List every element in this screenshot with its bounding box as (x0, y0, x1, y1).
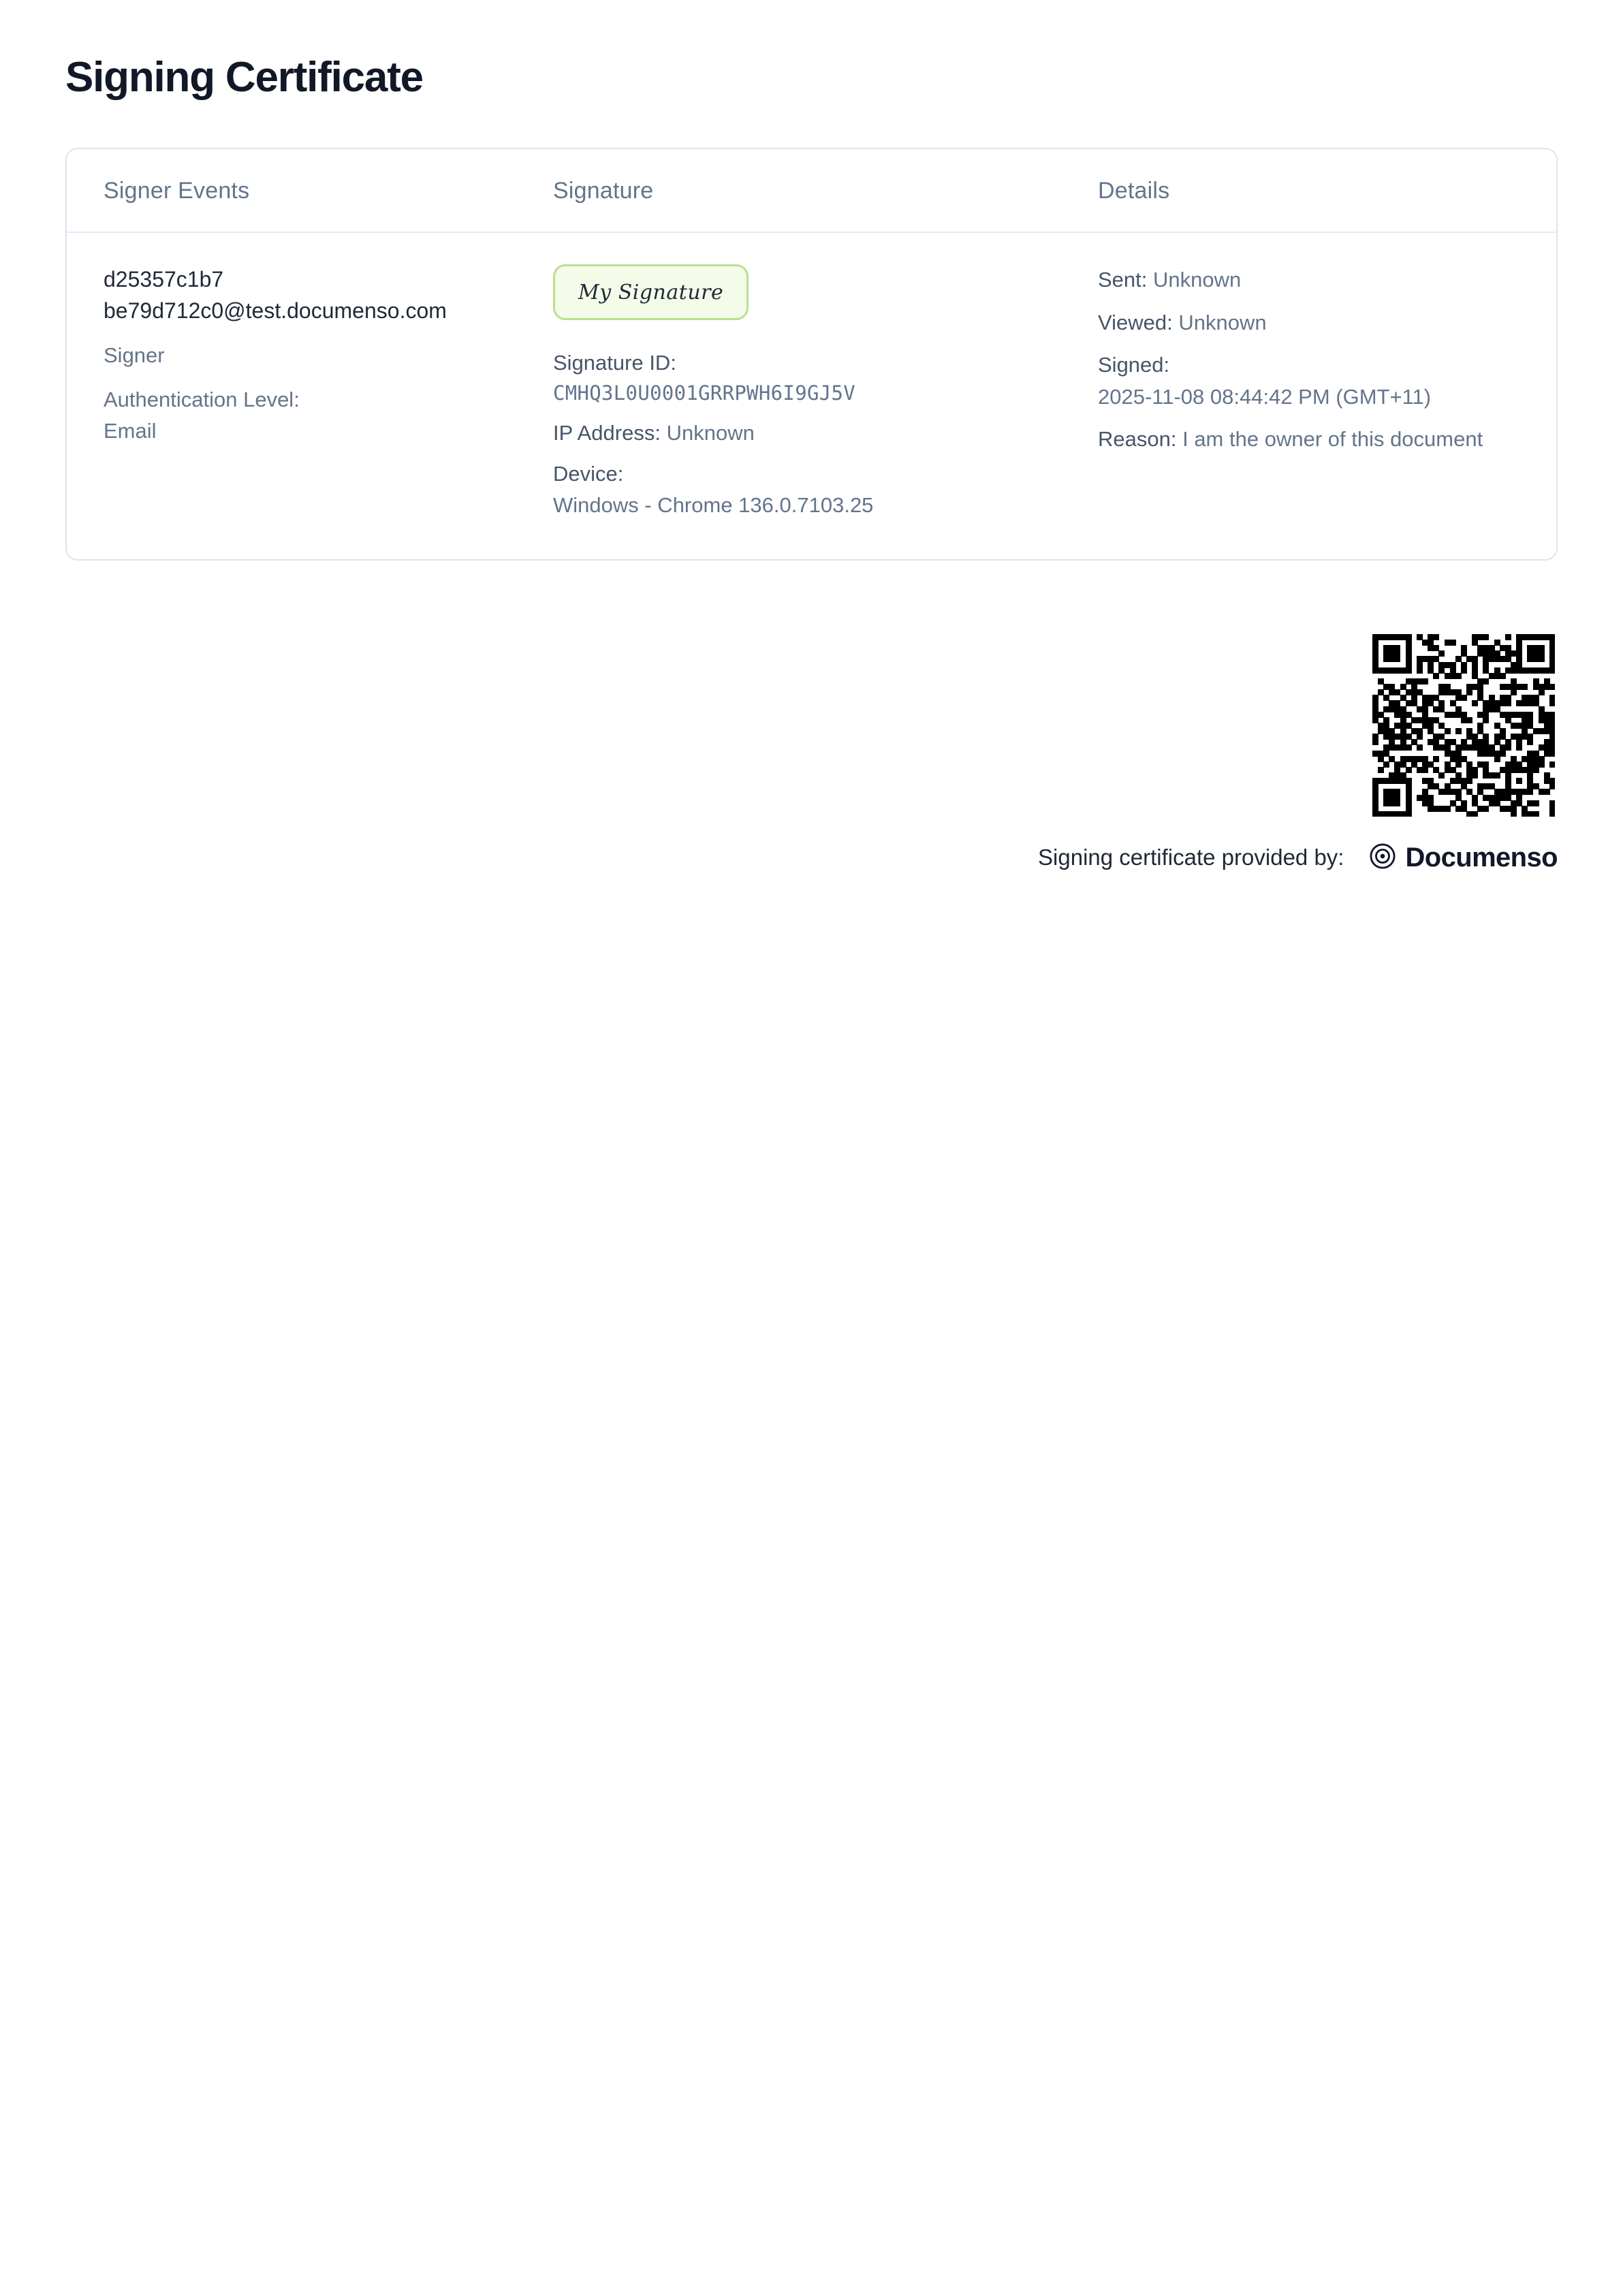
viewed-value: Unknown (1178, 310, 1267, 334)
signature-label: Signature (553, 178, 654, 204)
certificate-page (0, 0, 1623, 873)
ip-address (553, 418, 1043, 449)
detail-reason (1098, 424, 1519, 456)
authentication-level (104, 384, 485, 446)
column-header-signature (553, 178, 1098, 204)
documenso-logo-icon (1370, 843, 1396, 872)
signed-value: 2025-11-08 08:44:42 PM (GMT+11) (1098, 384, 1432, 409)
signer-email: be79d712c0@test.documenso.com (104, 298, 447, 323)
viewed-label: Viewed: (1098, 310, 1173, 334)
signature-id-value: CMHQ3L0U0001GRRPWH6I9GJ5V (553, 381, 855, 405)
page-title: Signing Certificate (65, 54, 423, 101)
detail-viewed (1098, 307, 1519, 339)
signer-role: Signer (104, 343, 165, 368)
signature-image (553, 264, 749, 320)
authentication-level-value: Email (104, 418, 157, 443)
signature-id (553, 347, 1043, 408)
certificate-table-header (67, 149, 1556, 233)
signature-id-label: Signature ID: (553, 351, 676, 375)
device-value: Windows - Chrome 136.0.7103.25 (553, 492, 874, 517)
provided-by-row (1038, 843, 1558, 873)
detail-signed (1098, 349, 1519, 413)
sent-label: Sent: (1098, 268, 1148, 292)
certificate-footer (65, 634, 1558, 873)
documenso-brand (1370, 843, 1558, 873)
ip-address-label: IP Address: (553, 421, 661, 445)
provided-by-text: Signing certificate provided by: (1038, 845, 1344, 870)
qr-code (1372, 634, 1555, 817)
device (553, 458, 1043, 521)
detail-sent (1098, 264, 1519, 296)
reason-label: Reason: (1098, 427, 1177, 452)
details-cell (1098, 264, 1519, 520)
reason-value: I am the owner of this document (1182, 427, 1483, 452)
device-label: Device: (553, 461, 624, 486)
signer-events-label: Signer Events (104, 178, 250, 204)
signature-cell (553, 264, 1098, 520)
table-row (67, 233, 1556, 559)
authentication-level-label: Authentication Level: (104, 388, 300, 412)
ip-address-value: Unknown (666, 421, 755, 445)
signer-events-cell (104, 264, 553, 520)
sent-value: Unknown (1153, 268, 1242, 292)
details-label: Details (1098, 178, 1170, 204)
signed-label: Signed: (1098, 353, 1170, 377)
signature-image-text: My Signature (578, 280, 724, 304)
column-header-signer-events (104, 178, 553, 204)
signing-certificate-card (65, 148, 1558, 560)
documenso-wordmark: Documenso (1405, 842, 1558, 872)
signer-name: d25357c1b7 (104, 267, 224, 292)
column-header-details (1098, 178, 1519, 204)
